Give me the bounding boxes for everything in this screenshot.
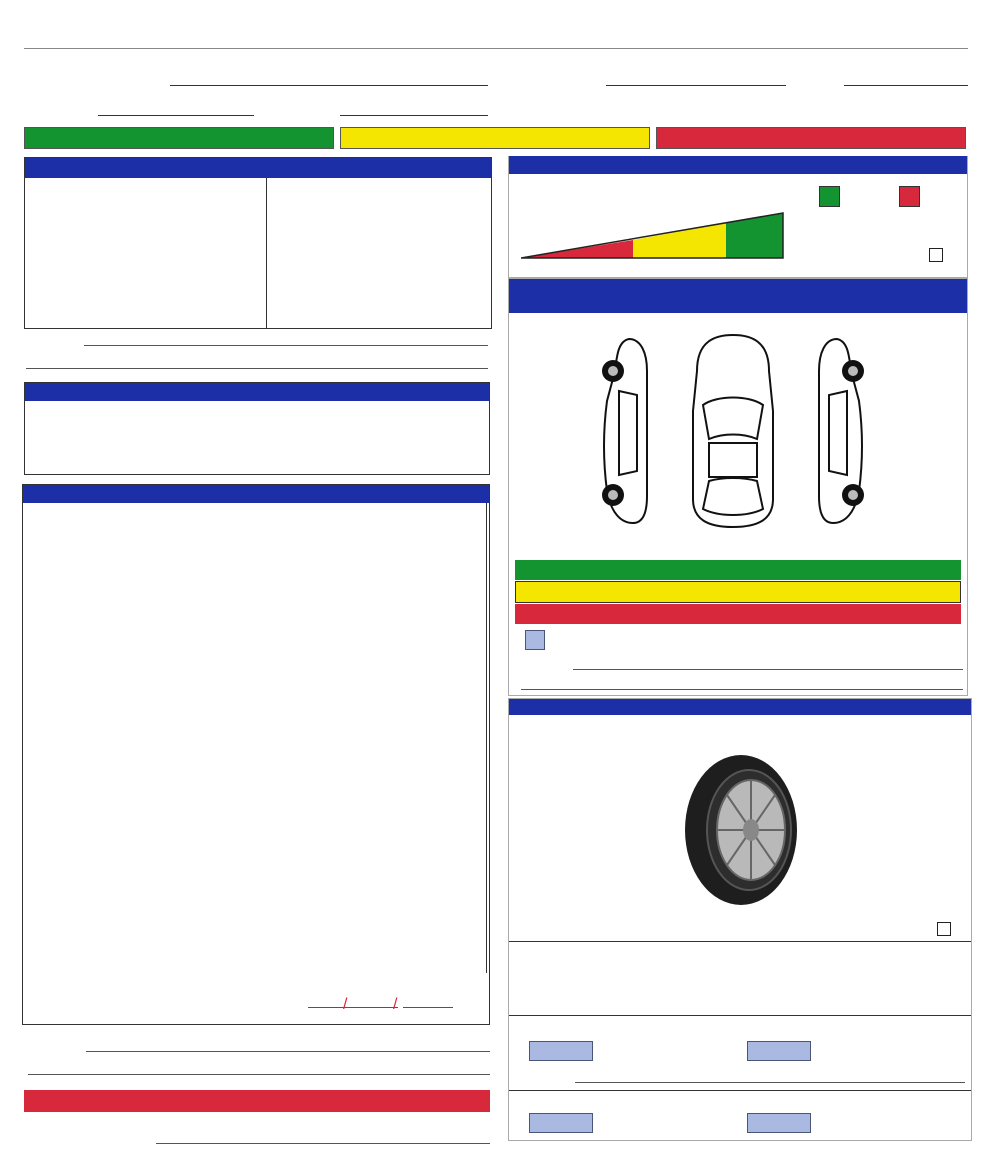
date-slash-1: / — [343, 996, 348, 1013]
brakes-section — [508, 278, 968, 696]
year-model-field[interactable] — [606, 66, 786, 86]
state-mo-field[interactable] — [308, 1007, 356, 1008]
systems-comments-line1[interactable] — [86, 1051, 490, 1052]
declined-tire-checkbox[interactable] — [937, 922, 951, 936]
tire-divider-3 — [509, 1090, 971, 1091]
maintenance-comments-line1[interactable] — [84, 345, 488, 346]
systems-section — [22, 484, 490, 1025]
systems-title — [23, 485, 489, 503]
maintenance-title — [25, 158, 491, 178]
date-slash-2: / — [393, 996, 398, 1013]
tire-divider-1 — [509, 941, 971, 942]
brake-legend-green — [515, 560, 961, 580]
mileage-field[interactable] — [340, 96, 488, 116]
front-pressure-box[interactable] — [529, 1113, 593, 1133]
title-divider — [24, 48, 968, 49]
tire-comments-line[interactable] — [575, 1082, 965, 1083]
brake-comments-line1[interactable] — [573, 669, 963, 670]
courtesy-banner — [24, 1090, 490, 1112]
maintenance-divider — [266, 178, 267, 329]
maintenance-comments-line2[interactable] — [26, 368, 488, 369]
battery-section — [508, 156, 968, 278]
ro-tag-field[interactable] — [98, 96, 254, 116]
car-diagram — [593, 331, 873, 531]
state-day-field[interactable] — [356, 1007, 398, 1008]
battery-good-box[interactable] — [819, 186, 840, 207]
brake-not-taken-box[interactable] — [525, 630, 545, 650]
fluids-section — [24, 382, 490, 475]
maintenance-section — [24, 157, 492, 329]
brake-comments-line2[interactable] — [521, 689, 963, 690]
brakes-header — [509, 279, 967, 313]
tires-title — [509, 699, 971, 715]
customer-name-field[interactable] — [170, 66, 488, 86]
tire-divider-2 — [509, 1015, 971, 1016]
legend-immediate — [656, 127, 966, 149]
declined-battery-checkbox[interactable] — [929, 248, 943, 262]
service-advisor-field[interactable] — [156, 1143, 490, 1144]
wheel-balance-box[interactable] — [747, 1041, 811, 1061]
legend-ok — [24, 127, 334, 149]
systems-comments-line2[interactable] — [28, 1074, 490, 1075]
battery-bad-box[interactable] — [899, 186, 920, 207]
declined-divider — [486, 503, 487, 973]
battery-title — [509, 156, 967, 174]
date-field[interactable] — [844, 66, 968, 86]
fluids-title — [25, 383, 489, 401]
brake-legend-red — [515, 604, 961, 624]
brake-legend-yellow — [515, 581, 961, 603]
state-year-field[interactable] — [403, 1007, 453, 1008]
tire-image — [681, 753, 806, 908]
legend-future — [340, 127, 650, 149]
tires-section — [508, 698, 972, 1141]
rear-pressure-box[interactable] — [747, 1113, 811, 1133]
battery-health-gauge — [521, 194, 796, 262]
alignment-check-box[interactable] — [529, 1041, 593, 1061]
